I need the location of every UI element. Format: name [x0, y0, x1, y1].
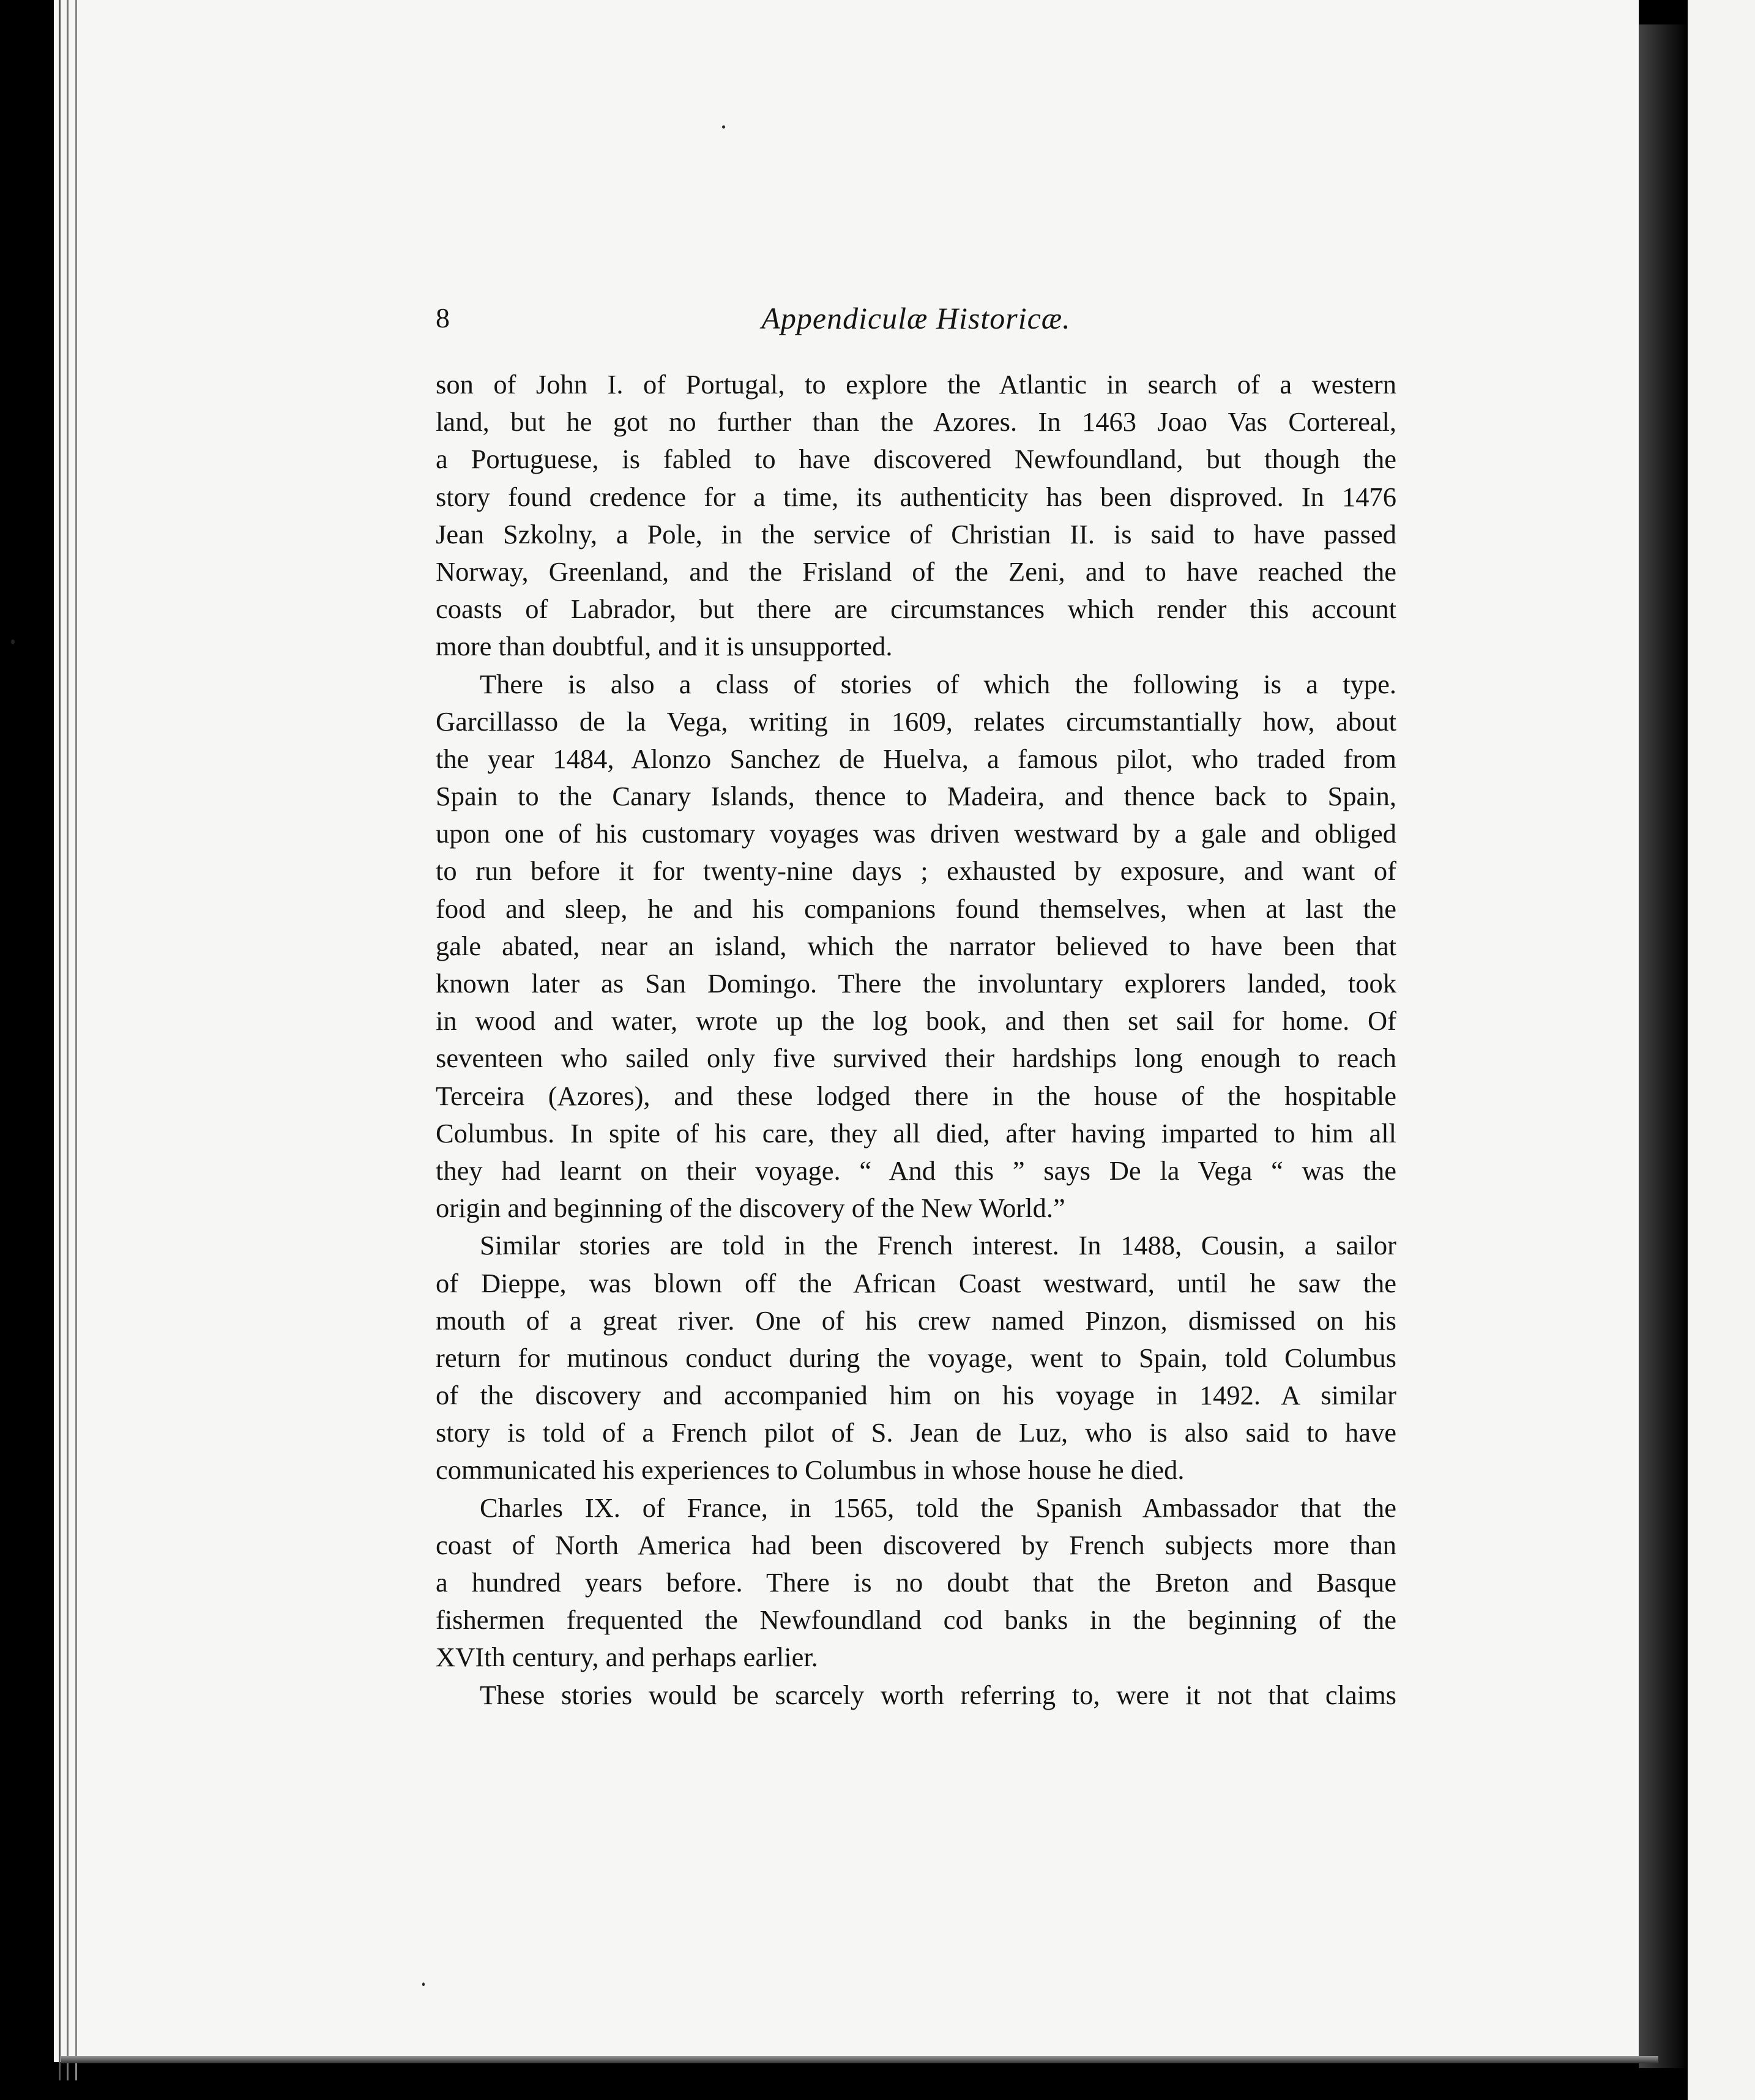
text-line: land, but he got no further than the Azores. In 1463 Joao Vas Cortereal, [436, 406, 1396, 438]
text-line: seventeen who sailed only five survived their hardships long enough to reach [436, 1043, 1396, 1074]
text-line: story is told of a French pilot of S. Jean de Luz, who is also said to have [436, 1417, 1396, 1448]
page-number: 8 [436, 302, 450, 333]
running-title: Appendiculæ Historicæ. [761, 301, 1071, 335]
text-line: communicated his experiences to Columbus in whose house he died. [436, 1454, 1185, 1486]
text-line: coast of North America had been discovered by French subjects more than [436, 1529, 1396, 1560]
text-line: coasts of Labrador, but there are circumstances which render this account [436, 594, 1396, 625]
text-line: Similar stories are told in the French interest. In 1488, Cousin, a sailor [480, 1230, 1396, 1261]
text-line: upon one of his customary voyages was driven westward by a gale and obliged [436, 818, 1396, 849]
text-line: Spain to the Canary Islands, thence to Madeira, and thence back to Spain, [436, 781, 1396, 812]
text-line: son of John I. of Portugal, to explore the Atlantic in search of a western [436, 369, 1396, 400]
text-line: Columbus. In spite of his care, they all died, after having imparted to him all [436, 1117, 1396, 1149]
text-line: Garcillasso de la Vega, writing in 1609, relates circumstantially how, about [436, 706, 1396, 737]
text-line: of Dieppe, was blown off the African Coast westward, until he saw the [436, 1267, 1396, 1298]
text-line: XVIth century, and perhaps earlier. [436, 1642, 818, 1673]
scan-speck [11, 639, 15, 644]
text-line: a hundred years before. There is no doubt that the Breton and Basque [436, 1567, 1396, 1598]
adjacent-page-edge [1688, 0, 1755, 2100]
text-line: of the discovery and accompanied him on his voyage in 1492. A similar [436, 1380, 1396, 1411]
text-line: more than doubtful, and it is unsupported. [436, 631, 893, 662]
text-line: the year 1484, Alonzo Sanchez de Huelva, a famous pilot, who traded from [436, 743, 1396, 774]
page-bottom-edge [61, 2056, 1658, 2063]
text-line: known later as San Domingo. There the involuntary explorers landed, took [436, 968, 1396, 999]
text-line: story found credence for a time, its authenticity has been disproved. In 1476 [436, 481, 1396, 512]
text-line: return for mutinous conduct during the voyage, went to Spain, told Columbus [436, 1342, 1396, 1373]
text-line: to run before it for twenty-nine days ; exhausted by exposure, and want of [436, 855, 1396, 887]
text-line: in wood and water, wrote up the log book, and then set sail for home. Of [436, 1005, 1396, 1037]
page-gutter-shadow [1639, 24, 1688, 2068]
text-line: gale abated, near an island, which the narrator believed to have been that [436, 930, 1396, 961]
text-line: a Portuguese, is fabled to have discovered Newfoundland, but though the [436, 444, 1396, 475]
text-line: food and sleep, he and his companions found themselves, when at last the [436, 893, 1396, 924]
text-line: Charles IX. of France, in 1565, told the Spanish Ambassador that the [480, 1492, 1396, 1523]
scan-speck [722, 125, 725, 128]
text-line: There is also a class of stories of which the following is a type. [480, 668, 1396, 699]
text-line: Jean Szkolny, a Pole, in the service of Christian II. is said to have passed [436, 518, 1396, 549]
scan-speck [422, 1983, 425, 1986]
page-binding-edge [59, 0, 77, 2080]
text-line: they had learnt on their voyage. “ And this ” says De la Vega “ was the [436, 1155, 1396, 1186]
text-line: These stories would be scarcely worth referring to, were it not that claims [480, 1679, 1396, 1710]
text-line: Norway, Greenland, and the Frisland of the Zeni, and to have reached the [436, 556, 1396, 587]
text-line: Terceira (Azores), and these lodged there in the house of the hospitable [436, 1080, 1396, 1111]
running-header [436, 300, 1396, 343]
text-line: origin and beginning of the discovery of the New World.” [436, 1193, 1065, 1224]
text-line: mouth of a great river. One of his crew named Pinzon, dismissed on his [436, 1305, 1396, 1336]
body-text [436, 366, 1396, 1714]
text-line: fishermen frequented the Newfoundland cod banks in the beginning of the [436, 1604, 1396, 1636]
